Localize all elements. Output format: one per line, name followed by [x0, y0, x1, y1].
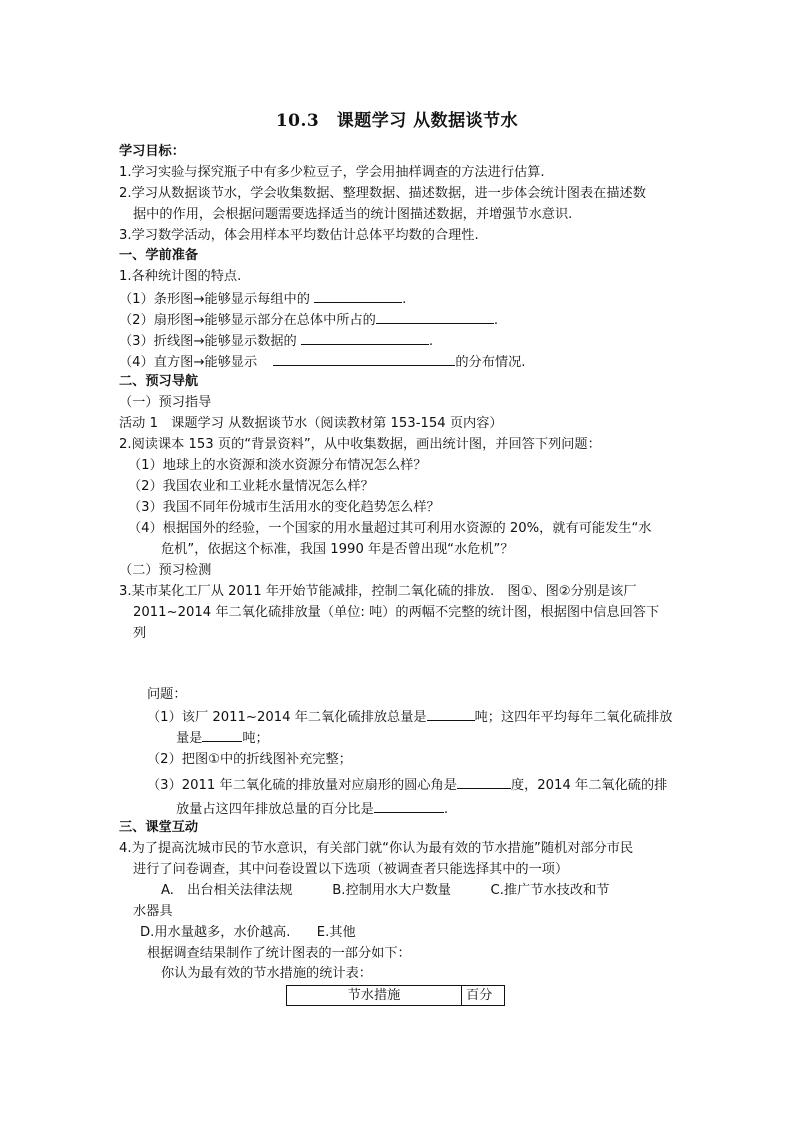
table-header-cell: 节水措施 — [287, 986, 462, 1006]
question-1: 1.各种统计图的特点. — [119, 269, 242, 284]
question-3-item: （2）把图①中的折线图补充完整； — [147, 752, 352, 767]
answer-blank[interactable] — [374, 798, 444, 813]
objective-item: 1.学习实验与探究瓶子中有多少粒豆子，学会用抽样调查的方法进行估算. — [119, 165, 545, 180]
option-line: A. 出台相关法律法规 B.控制用水大户数量 C.推广节水技改和节 — [161, 883, 610, 898]
question-3-line: 列 — [133, 626, 147, 641]
question-2-item: （2）我国农业和工业耗水量情况怎么样？ — [128, 479, 374, 494]
section3-heading: 三、课堂互动 — [119, 820, 199, 835]
measures-table — [286, 985, 505, 1006]
objective-item: 2.学习从数据谈节水，学会收集数据、整理数据、描述数据，进一步体会统计图表在描述数 — [119, 186, 646, 201]
objective-item: 据中的作用，会根据问题需要选择适当的统计图描述数据，并增强节水意识. — [133, 207, 573, 222]
objectives-heading: 学习目标： — [119, 144, 185, 159]
answer-blank[interactable] — [202, 727, 242, 742]
question-4-line: 进行了问卷调查，其中问卷设置以下选项（被调查者只能选择其中的一项） — [133, 862, 569, 877]
question-4-line: 4.为了提高沈城市民的节水意识，有关部门就“你认为最有效的节水措施”随机对部分市民 — [119, 841, 634, 856]
objective-item: 3.学习数学活动，体会用样本平均数估计总体平均数的合理性. — [119, 228, 479, 243]
answer-blank[interactable] — [301, 330, 429, 345]
question-2: 2.阅读课本 153 页的“背景资料”，从中收集数据，画出统计图，并回答下列问题： — [119, 437, 601, 452]
question-3-item: （1）该厂 2011~2014 年二氧化硫排放总量是 吨；这四年平均每年二氧化硫排放 — [147, 706, 672, 728]
page-title: 10.3 课题学习 从数据谈节水 — [275, 111, 519, 131]
question-3-item: 量是 吨； — [176, 727, 269, 749]
answer-blank[interactable] — [314, 288, 402, 303]
chart-feature-item: （3）折线图→能够显示数据的 . — [119, 330, 433, 352]
answer-blank[interactable] — [273, 351, 455, 366]
answer-blank[interactable] — [427, 706, 475, 721]
table-caption: 你认为最有效的节水措施的统计表： — [161, 966, 372, 981]
option-line: D.用水量越多，水价越高. E.其他 — [140, 925, 356, 940]
activity-line: 活动 1 课题学习 从数据谈节水（阅读教材第 153-154 页内容） — [119, 416, 503, 431]
question-2-item: （1）地球上的水资源和淡水资源分布情况怎么样？ — [128, 458, 427, 473]
chart-feature-item: （4）直方图→能够显示 的分布情况. — [119, 351, 525, 373]
chart-feature-item: （2）扇形图→能够显示部分在总体中所占的 . — [119, 309, 498, 331]
question-3-item: （3）2011 年二氧化硫的排放量对应扇形的圆心角是 度，2014 年二氧化硫的排 — [147, 774, 667, 796]
result-line: 根据调查结果制作了统计图表的一部分如下： — [147, 946, 411, 961]
subsection-heading: （二）预习检测 — [119, 563, 212, 578]
answer-blank[interactable] — [457, 774, 511, 789]
question-3-label: 问题： — [147, 687, 187, 702]
table-header-row — [287, 986, 505, 1006]
question-2-item: 危机”，依据这个标准，我国 1990 年是否曾出现“水危机”？ — [161, 542, 514, 557]
section2-heading: 二、预习导航 — [119, 374, 199, 389]
table-header-cell: 百分 — [462, 986, 505, 1006]
chart-feature-item: （1）条形图→能够显示每组中的 . — [119, 288, 406, 310]
subsection-heading: （一）预习指导 — [119, 395, 212, 410]
option-line: 水器具 — [133, 904, 173, 919]
question-3-item: 放量占这四年排放总量的百分比是 . — [176, 798, 448, 820]
question-2-item: （4）根据国外的经验，一个国家的用水量超过其可利用水资源的 20%，就有可能发生“水 — [128, 521, 652, 536]
section1-heading: 一、学前准备 — [119, 248, 199, 263]
question-2-item: （3）我国不同年份城市生活用水的变化趋势怎么样？ — [128, 500, 440, 515]
question-3-line: 3.某市某化工厂从 2011 年开始节能减排，控制二氧化硫的排放. 图①、图②分别是该厂 — [119, 584, 637, 599]
question-3-line: 2011~2014 年二氧化硫排放量（单位: 吨）的两幅不完整的统计图，根据图中信息回答下 — [133, 605, 660, 620]
answer-blank[interactable] — [376, 309, 494, 324]
